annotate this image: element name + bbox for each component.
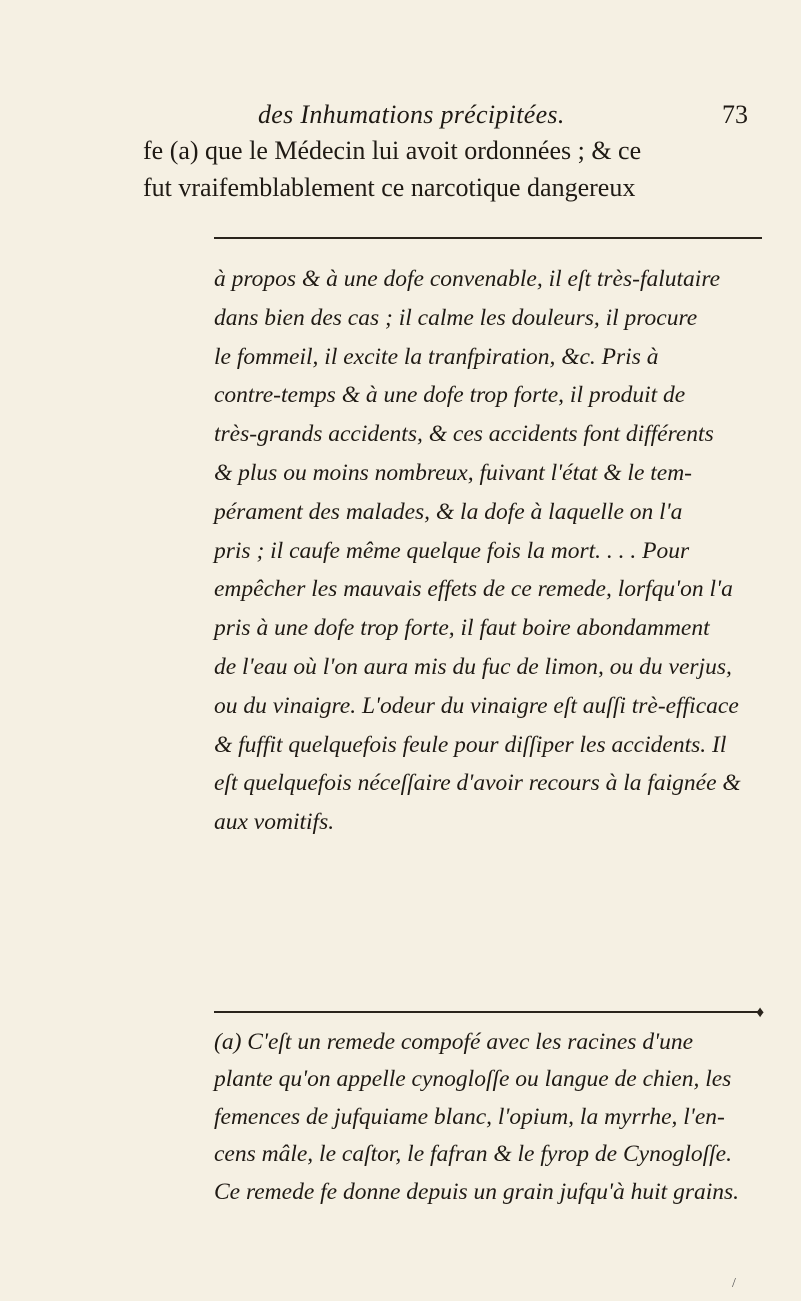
quote-line: empêcher les mauvais effets de ce remede, lorfqu'on l'a xyxy=(214,576,733,603)
page-number: 73 xyxy=(722,100,748,129)
quote-line: contre-temps & à une dofe trop forte, il produit de xyxy=(214,382,686,409)
quote-line: très-grands accidents, & ces accidents font différents xyxy=(214,421,714,448)
footnote-line: plante qu'on appelle cynogloſſe ou langue de chien, les xyxy=(214,1066,732,1093)
quote-line: eſt quelquefois néceſſaire d'avoir recours à la faignée & xyxy=(214,770,741,797)
top-rule xyxy=(214,237,762,239)
quote-line: le fommeil, il excite la tranfpiration, &c. Pris à xyxy=(214,343,659,370)
footnote-line: Ce remede fe donne depuis un grain jufqu'à huit grains. xyxy=(214,1178,740,1205)
quote-line: aux vomitifs. xyxy=(214,809,335,836)
quote-line: dans bien des cas ; il calme les douleurs, il procure xyxy=(214,304,698,331)
body-text xyxy=(143,132,763,206)
quote-line: pris à une dofe trop forte, il faut boire abondamment xyxy=(214,615,710,642)
footnote-line: (a) C'eſt un remede compofé avec les racines d'une xyxy=(214,1029,694,1055)
quote-line: & fuffit quelquefois feule pour diſſiper les accidents. Il xyxy=(214,731,727,758)
body-line: fut vraifemblablement ce narcotique dangereux xyxy=(143,173,636,202)
quote-line: pérament des malades, & la dofe à laquelle on l'a xyxy=(214,498,683,525)
footnote-line: femences de jufquiame blanc, l'opium, la myrrhe, l'en- xyxy=(214,1103,725,1130)
quote-line: & plus ou moins nombreux, fuivant l'état & le tem- xyxy=(214,459,693,486)
footnote xyxy=(214,1024,774,1211)
quote-line: à propos & à une dofe convenable, il eſt très-falutaire xyxy=(214,266,721,292)
footnote-line: cens mâle, le caſtor, le fafran & le fyrop de Cynogloſſe. xyxy=(214,1141,732,1168)
quote-line: pris ; il caufe même quelque fois la mort. . . . Pour xyxy=(214,537,690,564)
quote-line: de l'eau où l'on aura mis du fuc de limon, ou du verjus, xyxy=(214,653,732,680)
bottom-rule xyxy=(214,1011,762,1013)
body-line: fe (a) que le Médecin lui avoit ordonnées ; & ce xyxy=(143,136,642,165)
rule-ornament: ♦ xyxy=(756,1004,765,1021)
quote-line: ou du vinaigre. L'odeur du vinaigre eſt auſſi trè-efficace xyxy=(214,692,739,719)
running-head: des Inhumations précipitées. xyxy=(258,100,565,129)
quoted-passage xyxy=(214,260,774,842)
corner-mark: / xyxy=(732,1276,736,1291)
